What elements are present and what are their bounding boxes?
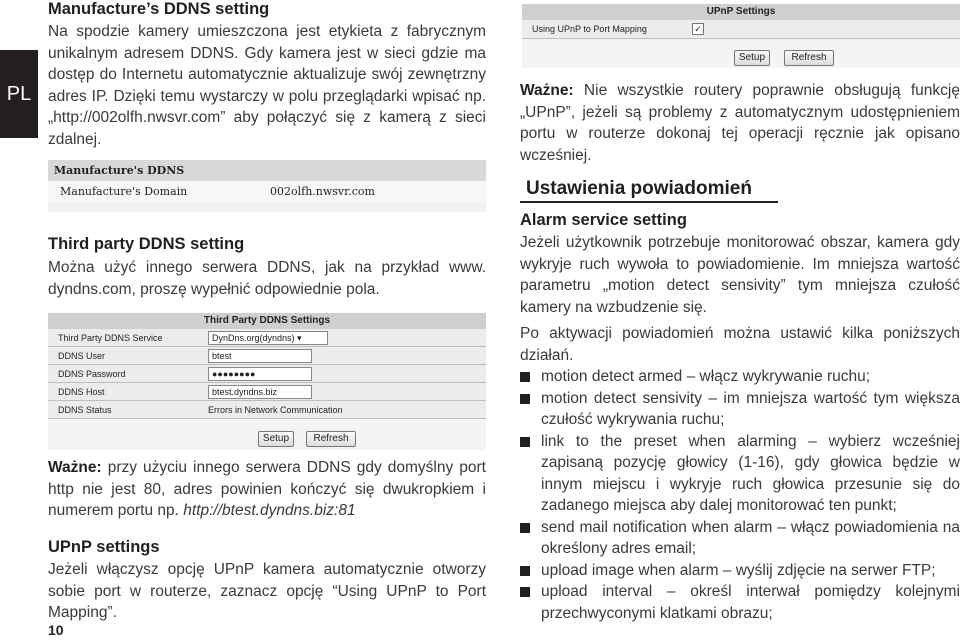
ddns-row-user (48, 347, 486, 365)
left-important-label: Ważne: (48, 459, 102, 476)
third-party-ddns-screenshot (48, 313, 486, 450)
list-item: link to the preset when alarming – wybierz wcześniej zapisaną pozycję głowicy (1-16), gdy głowica będzie w innym miejscu i wykryje ruch głowica przesunie się do zadanego miejsca aby dalej monitorować ten punkt; (520, 431, 960, 517)
upnp-refresh-button[interactable]: Refresh (784, 50, 834, 66)
ddns-user-input[interactable]: btest (208, 349, 312, 363)
upnp-settings-screenshot (522, 4, 960, 68)
ddns-host-label: DDNS Host (58, 386, 105, 397)
bullet-square-icon (520, 566, 530, 576)
alarm-actions-intro: Po aktywacji powiadomień można ustawić kilka poniższych działań. (520, 325, 960, 364)
upnp-setup-button[interactable]: Setup (734, 50, 770, 66)
manufacture-ddns-heading: Manufacture’s DDNS setting (48, 0, 270, 18)
ddns-status-value: Errors in Network Communication (208, 404, 343, 415)
upnp-text: Jeżeli włączysz opcję UPnP kamera automatycznie otworzy sobie port w routerze, zaznacz opcję “Using UPnP to Port Mapping”. (48, 561, 486, 621)
left-important-note (48, 457, 486, 522)
ddns-service-select[interactable]: DynDns.org(dyndns) ▾ (208, 331, 328, 345)
manufacture-ddns-screenshot (48, 160, 486, 212)
ddns-password-input[interactable]: ●●●●●●●● (208, 367, 312, 381)
ddns-row-password (48, 365, 486, 383)
ddns-refresh-button[interactable]: Refresh (306, 431, 356, 447)
upnp-mapping-row (522, 20, 960, 39)
ddns-domain-label: Manufacture's Domain (60, 185, 188, 198)
ddns-domain-value: 002olfh.nwsvr.com (270, 185, 375, 198)
bullet-square-icon (520, 437, 530, 447)
third-panel-title: Third Party DDNS Settings (48, 313, 486, 329)
list-item: send mail notification when alarm – włącz powiadomienia na określony adres email; (520, 517, 960, 560)
ddns-service-label: Third Party DDNS Service (58, 332, 163, 343)
upnp-mapping-label: Using UPnP to Port Mapping (532, 24, 647, 34)
left-important-text: przy użyciu innego serwera DDNS gdy domyślny port http nie jest 80, adres powinien kończyć się dwukropkiem i numerem portu np. (48, 459, 486, 519)
ddns-domain-row (48, 181, 486, 202)
language-tab: PL (0, 50, 38, 138)
right-important-note (520, 80, 960, 166)
left-important-example: http://btest.dyndns.biz:81 (183, 502, 356, 519)
list-item: upload image when alarm – wyślij zdjęcie na serwer FTP; (520, 560, 960, 582)
alarm-service-heading: Alarm service setting (520, 211, 687, 229)
ddns-status-label: DDNS Status (58, 404, 112, 415)
list-item: upload interval – określ interwał pomiędzy kolejnymi przechwyconymi klatkami obrazu; (520, 581, 960, 624)
bullet-square-icon (520, 394, 530, 404)
ddns-host-input[interactable]: btest.dyndns.biz (208, 385, 312, 399)
ddns-setup-button[interactable]: Setup (258, 431, 294, 447)
manufacture-ddns-text: Na spodzie kamery umieszczona jest etykieta z fabrycznym unikalnym adresem DDNS. Gdy kamera jest w sieci gdzie ma dostęp do Internetu automatycznie aktualizuje swój zewnętrzny adres IP. Dzięki temu wystarczy w polu przeglądarki wpisać np. „http://002olfh.nwsvr.com” aby połączyć się z kamerą z sieci zdalnej. (48, 23, 486, 148)
upnp-mapping-checkbox[interactable]: ✓ (692, 23, 704, 35)
bullet-square-icon (520, 587, 530, 597)
upnp-panel-title: UPnP Settings (522, 4, 960, 20)
ddns-row-service (48, 329, 486, 347)
list-item: motion detect sensivity – im mniejsza wartość tym większa czułość wykrywania ruchu; (520, 388, 960, 431)
ddns-password-label: DDNS Password (58, 368, 126, 379)
ddns-row-status (48, 401, 486, 419)
third-party-heading: Third party DDNS setting (48, 235, 245, 253)
list-item: motion detect armed – włącz wykrywanie ruchu; (520, 366, 960, 388)
right-important-text: Nie wszystkie routery poprawnie obsługują funkcję „UPnP”, jeżeli są problemy z automatycznym udostępnieniem portu w routerze dokonaj tej operacji ręcznie jak opisano wcześniej. (520, 82, 960, 164)
right-important-label: Ważne: (520, 82, 574, 99)
ddns-user-label: DDNS User (58, 350, 106, 361)
ddns-panel-title: Manufacture's DDNS (48, 160, 486, 181)
alarm-service-text: Jeżeli użytkownik potrzebuje monitorować obszar, kamera gdy wykryje ruch wywoła to powiadomienie. Im mniejsza wartość parametru „motion detect sensivity” tym mniejsza czułość kamery na wzbudzenie się. (520, 234, 960, 316)
notifications-section-heading: Ustawienia powiadomień (520, 178, 778, 203)
third-party-text: Można użyć innego serwera DDNS, jak na przykład www. dyndns.com, proszę wypełnić odpowiednie pola. (48, 259, 486, 298)
page-number: 10 (48, 622, 64, 638)
bullet-square-icon (520, 372, 530, 382)
upnp-heading: UPnP settings (48, 538, 160, 556)
alarm-options-list (520, 366, 960, 624)
bullet-square-icon (520, 523, 530, 533)
ddns-row-host (48, 383, 486, 401)
